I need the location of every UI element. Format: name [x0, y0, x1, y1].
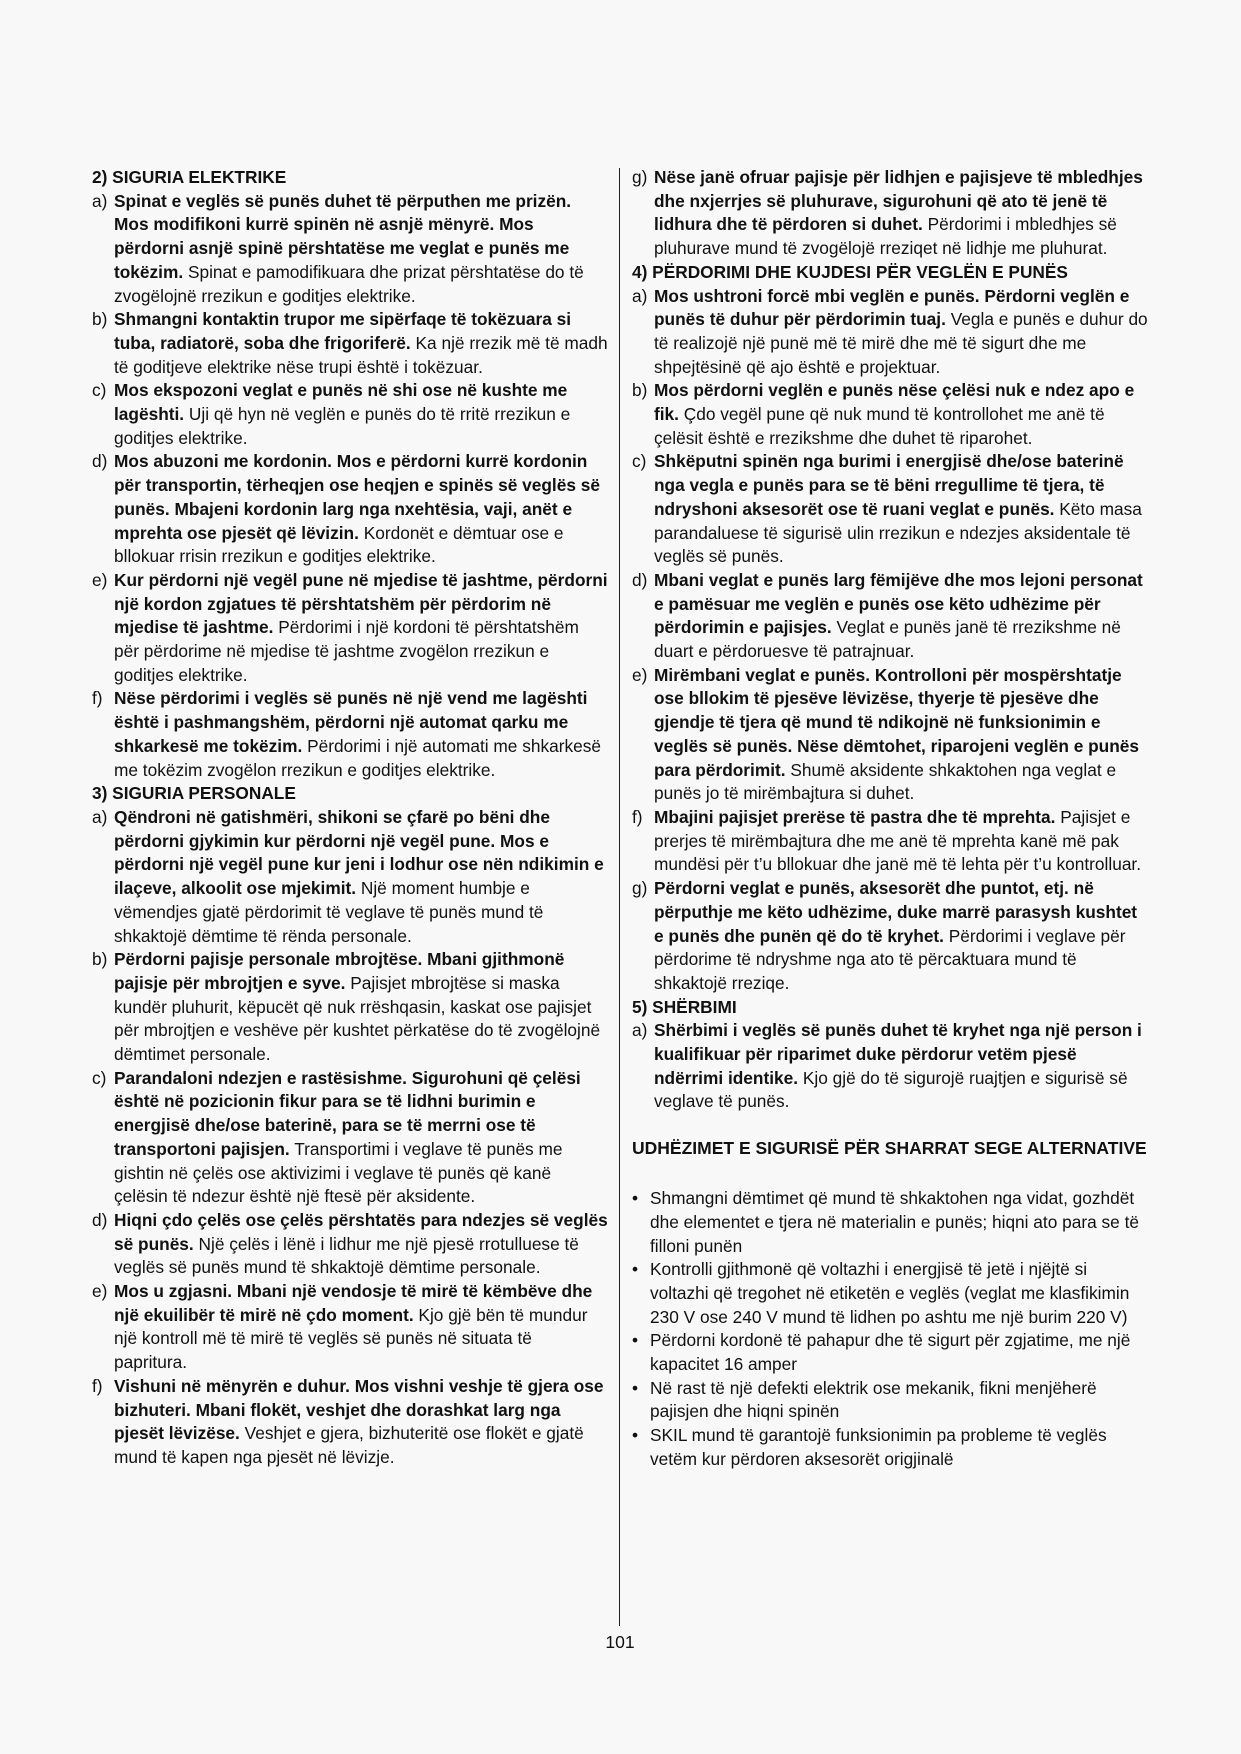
- list-item: g) Nëse janë ofruar pajisje për lidhjen e pajisjeve të mbledhjes dhe nxjerrjes së pluhurave, sigurohuni që ato të jenë të lidhura dhe të përdoren si duhet. Përdorimi i mbledhjes së pluhurave mund të zvogëlojë rreziqet në lidhje me pluhurat.: [632, 167, 1143, 259]
- list-item: e) Kur përdorni një vegël pune në mjedise të jashtme, përdorni një kordon zgjatues të përshtatshëm për përdorim në mjedise të jashtme. Përdorimi i një kordoni të përshtatshëm për përdorime në mjedise të jashtme zvogëlon rrezikun e goditjes elektrike.: [92, 569, 608, 685]
- list-item: d) Mbani veglat e punës larg fëmijëve dhe mos lejoni personat e pamësuar me veglën e punës ose këto udhëzime për përdorimin e pajisjes. Veglat e punës janë të rrezikshme në duart e përdoruesve të patrajnuar.: [632, 569, 1143, 662]
- bullet-item: • Kontrolli gjithmonë që voltazhi i energjisë të jetë i njëjtë si voltazhi që tregohet në etiketën e veglës (veglat me klasfikimin 230 V ose 240 V mund të lidhen po ashtu me një burim 220 V): [632, 1259, 1130, 1327]
- list-item: e) Mos u zgjasni. Mbani një vendosje të mirë të këmbëve dhe një ekuilibër të mirë në çdo moment. Kjo gjë bën të mundur një kontroll më të mirë të veglës së punës në situata të papritura.: [92, 1281, 593, 1373]
- bullet-icon: •: [632, 1425, 639, 1446]
- section-title-service: 5) SHËRBIMI: [632, 996, 737, 1017]
- list-item: b) Mos përdorni veglën e punës nëse çelësi nuk e ndez apo e fik. Çdo vegël pune që nuk mund të kontrollohet me anë të çelësit është e rrezikshme dhe duhet të riparohet.: [632, 380, 1135, 448]
- list-item: f) Vishuni në mënyrën e duhur. Mos vishni veshje të gjera ose bizhuteri. Mbani flokët, veshjet dhe dorashkat larg nga pjesët lëvizëse. Veshjet e gjera, bizhuteritë ose flokët e gjatë mund të kapen nga pjesët në lëvizje.: [92, 1375, 604, 1467]
- page-number: 101: [605, 1632, 635, 1652]
- section-title-personal-safety: 3) SIGURIA PERSONALE: [92, 783, 296, 804]
- list-item: a) Shërbimi i veglës së punës duhet të kryhet nga një person i kualifikuar për riparimet duke përdorur vetëm pjesë ndërrimi identike. Kjo gjë do të sigurojë ruajtjen e sigurisë së veglave të punës.: [632, 1020, 1142, 1112]
- jigsaw-safety-heading: UDHËZIMET E SIGURISË PËR SHARRAT SEGE ALTERNATIVE: [632, 1138, 1147, 1159]
- list-item: c) Parandaloni ndezjen e rastësishme. Sigurohuni që çelësi është në pozicionin fikur para se të lidhni burimin e energjisë dhe/ose baterinë, para se të merrni ose të transportoni pajisjen. Transportimi i veglave të punës me gishtin në çelës ose aktivizimi i veglave të punës që kanë çelësin të ndezur është një ftesë për aksidente.: [92, 1067, 581, 1207]
- list-item: f) Mbajini pajisjet prerëse të pastra dhe të mprehta. Pajisjet e prerjes të mirëmbajtura dhe me anë të mprehta kanë më pak mundësi për t’u bllokuar dhe janë më të lehta për t’u kontrolluar.: [632, 806, 1142, 875]
- section-title-electrical-safety: 2) SIGURIA ELEKTRIKE: [92, 167, 287, 187]
- list-item: e) Mirëmbani veglat e punës. Kontrolloni për mospërshtatje ose bllokim të pjesëve lëvizëse, thyerje të pjesëve dhe gjendje të tjera që mund të ndikojnë në funksionimin e veglës së punës. Nëse dëmtohet, riparojeni veglën e punës para përdorimit. Shumë aksidente shkaktohen nga veglat e punës jo të mirëmbajtura si duhet.: [632, 664, 1139, 804]
- bullet-icon: •: [632, 1259, 639, 1280]
- list-item: b) Shmangni kontaktin trupor me sipërfaqe të tokëzuara si tuba, radiatorë, soba dhe frigoriferë. Ka një rrezik më të madh të goditjeve elektrike nëse trupi është i tokëzuar.: [92, 309, 608, 377]
- bullet-icon: •: [632, 1330, 639, 1351]
- bullet-item: • Shmangni dëmtimet që mund të shkaktohen nga vidat, gozhdët dhe elementet e tjera në materialin e punës; hiqni ato para se të filloni punën: [632, 1188, 1139, 1256]
- list-item: c) Shkëputni spinën nga burimi i energjisë dhe/ose baterinë nga vegla e punës para se të bëni rregullime të tjera, të ndryshoni aksesorët ose të ruani veglat e punës. Këto masa parandaluese të sigurisë ulin rrezikun e ndezjes aksidentale të veglës së punës.: [632, 451, 1142, 567]
- list-item: d) Hiqni çdo çelës ose çelës përshtatës para ndezjes së veglës së punës. Një çelës i lënë i lidhur me një pjesë rrotulluese të veglës së punës mund të shkaktojë dëmtime personale.: [92, 1209, 608, 1278]
- list-item: b) Përdorni pajisje personale mbrojtëse. Mbani gjithmonë pajisje për mbrojtjen e syve. Pajisjet mbrojtëse si maska kundër pluhurit, këpucët që nuk rrëshqasin, kaskat ose pajisjet për mbrojtjen e veshëve për kushtet përkatëse do të zvogëlojnë dëmtimet personale.: [92, 949, 601, 1065]
- list-item: a) Mos ushtroni forcë mbi veglën e punës. Përdorni veglën e punës të duhur për përdorimin tuaj. Vegla e punës e duhur do të realizojë një punë më të mirë dhe më të sigurt dhe me shpejtësinë që ajo është e projektuar.: [632, 285, 1148, 377]
- list-item: g) Përdorni veglat e punës, aksesorët dhe puntot, etj. në përputhje me këto udhëzime, duke marrë parasysh kushtet e punës dhe punën që do të kryhet. Përdorimi i veglave për përdorime të ndryshme nga ato të përcaktuara mund të shkaktojë rreziqe.: [632, 878, 1138, 993]
- left-column: [92, 166, 608, 1470]
- column-divider: [619, 168, 620, 1626]
- section-title-tool-use-care: 4) PËRDORIMI DHE KUJDESI PËR VEGLËN E PUNËS: [632, 261, 1068, 282]
- list-item: a) Qëndroni në gatishmëri, shikoni se çfarë po bëni dhe përdorni gjykimin kur përdorni një vegël pune. Mos e përdorni një vegël pune kur jeni i lodhur ose nën ndikimin e ilaçeve, alkoolit ose mjekimit. Një moment humbje e vëmendjes gjatë përdorimit të veglave të punës mund të shkaktojë dëmtime të rënda personale.: [92, 806, 604, 946]
- list-item: d) Mos abuzoni me kordonin. Mos e përdorni kurrë kordonin për transportin, tërheqjen ose heqjen e spinës së veglës së punës. Mbajeni kordonin larg nga nxehtësia, vaji, anët e mprehta ose pjesët që lëvizin. Kordonët e dëmtuar ose e bllokuar rrisin rrezikun e goditjes elektrike.: [92, 451, 600, 567]
- list-item: a) Spinat e veglës së punës duhet të përputhen me prizën. Mos modifikoni kurrë spinën në asnjë mënyrë. Mos përdorni asnjë spinë përshtatëse me veglat e punës me tokëzim. Spinat e pamodifikuara dhe prizat përshtatëse do të zvogëlojnë rrezikun e goditjes elektrike.: [92, 190, 584, 306]
- bullet-item: • Përdorni kordonë të pahapur dhe të sigurt për zgjatime, me një kapacitet 16 amper: [632, 1330, 1131, 1375]
- bullet-icon: •: [632, 1377, 639, 1398]
- bullet-icon: •: [632, 1188, 639, 1209]
- right-column: [632, 166, 1150, 1472]
- list-item: c) Mos ekspozoni veglat e punës në shi ose në kushte me lagështi. Uji që hyn në veglën e punës do të rritë rrezikun e goditjes elektrike.: [92, 380, 571, 448]
- bullet-item: • SKIL mund të garantojë funksionimin pa probleme të veglës vetëm kur përdoren aksesorët origjinalë: [632, 1425, 1107, 1469]
- bullet-item: • Në rast të një defekti elektrik ose mekanik, fikni menjëherë pajisjen dhe hiqni spinën: [632, 1377, 1097, 1422]
- list-item: f) Nëse përdorimi i veglës së punës në një vend me lagështi është i pashmangshëm, përdorni një automat qarku me shkarkesë me tokëzim. Përdorimi i një automati me shkarkesë me tokëzim zvogëlon rrezikun e goditjes elektrike.: [92, 688, 601, 780]
